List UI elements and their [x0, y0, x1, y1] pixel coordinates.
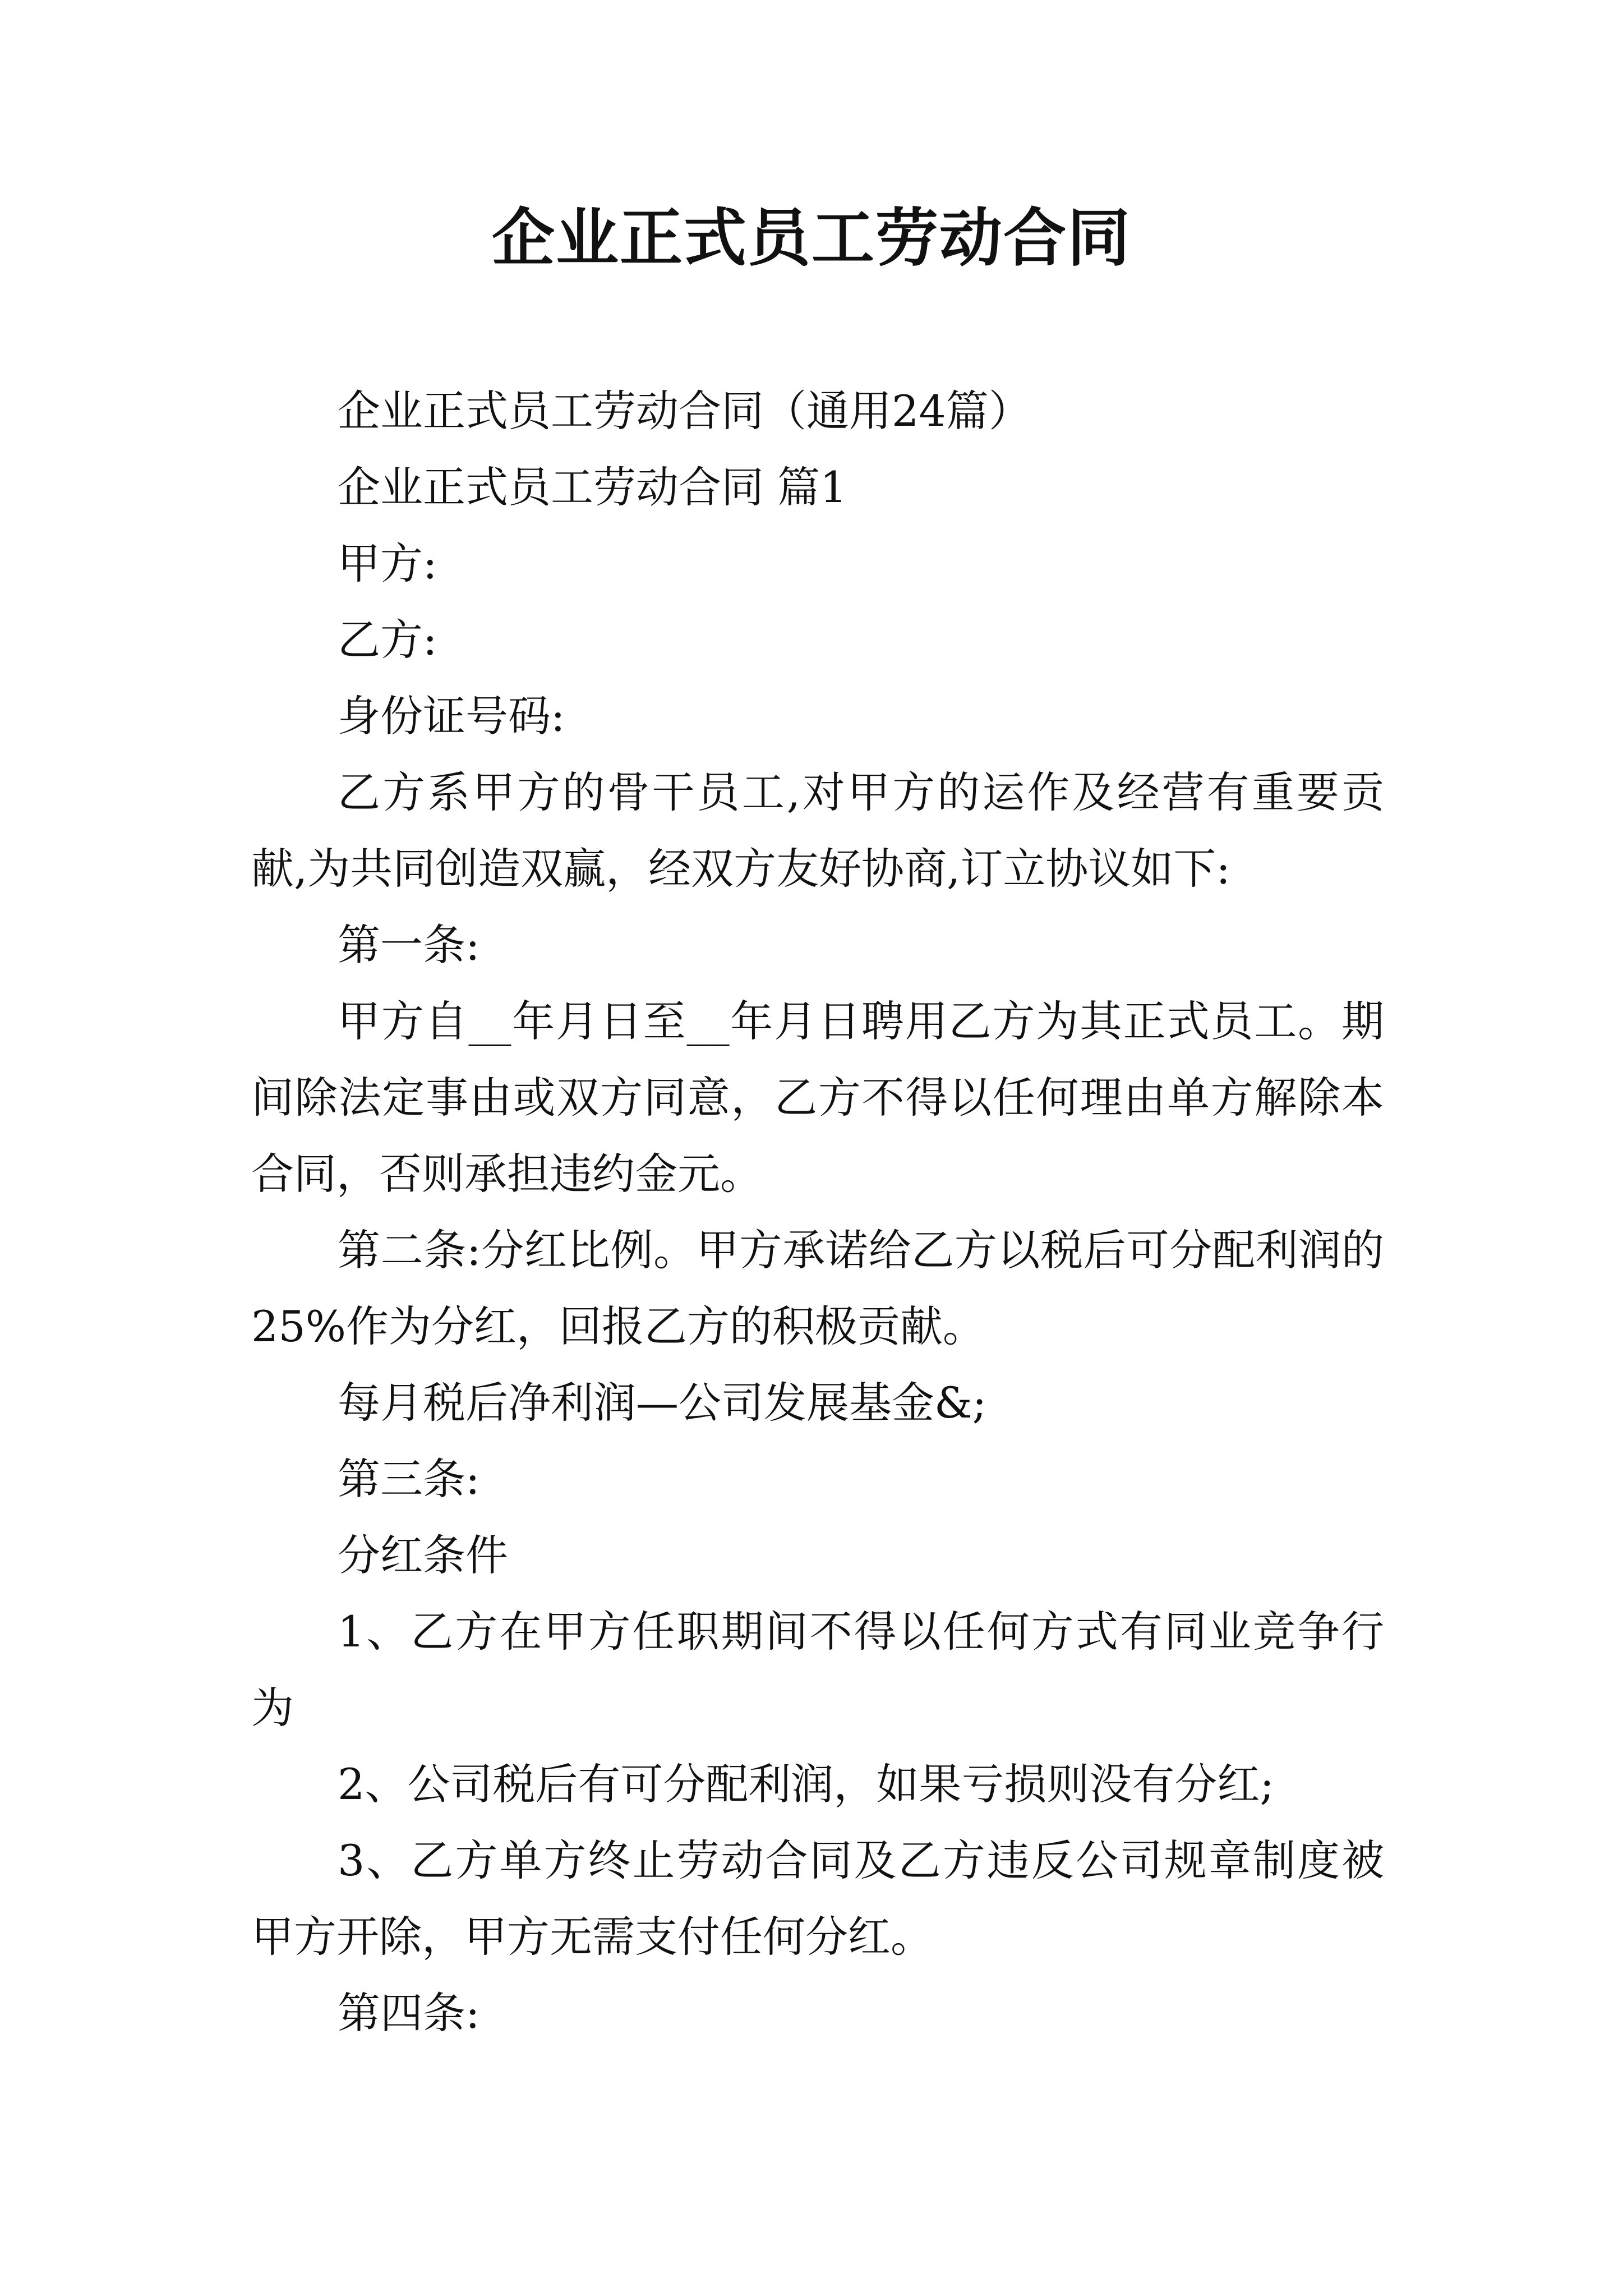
paragraph-section-heading: 企业正式员工劳动合同 篇1 — [338, 462, 847, 512]
paragraph-party-a: 甲方: — [338, 539, 437, 588]
paragraph-preamble: 乙方系甲方的骨干员工,对甲方的运作及经营有重要贡献,为共同创造双赢，经双方友好协商,订立协议如下: — [251, 767, 1384, 894]
document-title: 企业正式员工劳动合同 — [492, 201, 1131, 275]
paragraph-article-2: 第二条:分红比例。甲方承诺给乙方以税后可分配利润的25%作为分红，回报乙方的积极贡献。 — [251, 1225, 1384, 1351]
paragraph-condition-2: 2、公司税后有可分配利润，如果亏损则没有分红; — [338, 1759, 1274, 1809]
paragraph-condition-1: 1、乙方在甲方任职期间不得以任何方式有同业竞争行为 — [251, 1607, 1384, 1733]
document-body — [251, 373, 1384, 2051]
paragraph-article-1-body: 甲方自__年月日至__年月日聘用乙方为其正式员工。期间除法定事由或双方同意，乙方不得以任何理由单方解除本合同，否则承担违约金元。 — [251, 996, 1384, 1199]
paragraph-article-4-heading: 第四条: — [338, 1988, 480, 2038]
paragraph-condition-3: 3、乙方单方终止劳动合同及乙方违反公司规章制度被甲方开除，甲方无需支付任何分红。 — [251, 1835, 1384, 1962]
paragraph-article-1-heading: 第一条: — [338, 920, 480, 970]
paragraph-dividend-conditions: 分红条件 — [338, 1530, 508, 1580]
paragraph-id-number: 身份证号码: — [338, 691, 565, 741]
paragraph-profit-formula: 每月税后净利润—公司发展基金&; — [338, 1378, 987, 1428]
paragraph-subtitle: 企业正式员工劳动合同（通用24篇） — [338, 386, 1031, 436]
paragraph-party-b: 乙方: — [338, 615, 437, 665]
paragraph-article-3-heading: 第三条: — [338, 1454, 480, 1504]
